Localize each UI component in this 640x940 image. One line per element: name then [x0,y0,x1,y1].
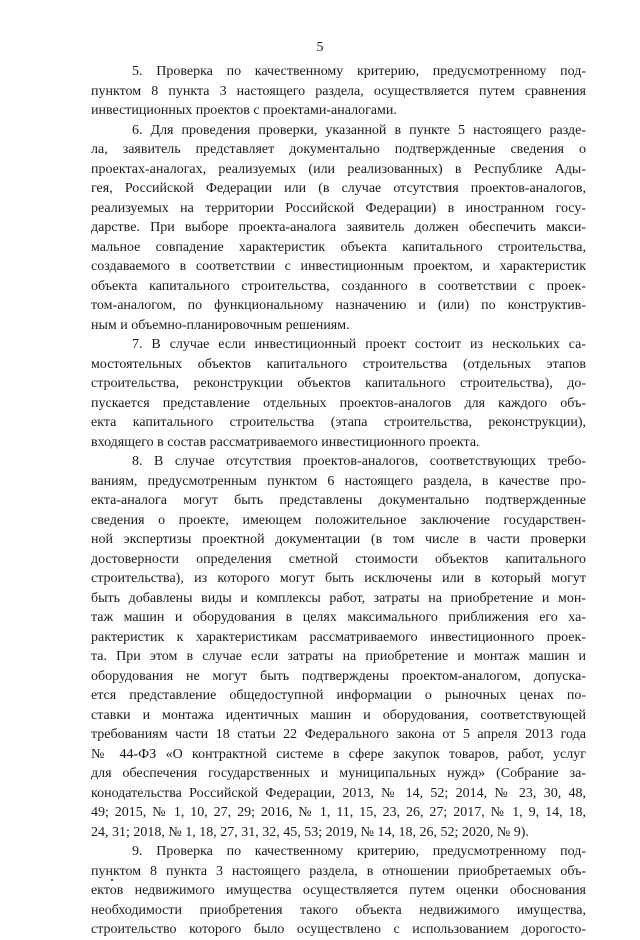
text-line: та. При этом в случае если затраты на приобретение и монтаж машин и [91,649,586,664]
text-line: ектов недвижимого имущества осуществляется путем оценки обоснования [91,883,586,898]
text-line: требованиям части 18 статьи 22 Федерального закона от 5 апреля 2013 года [91,727,586,742]
text-line: № 44-ФЗ «О контрактной системе в сфере закупок товаров, работ, услуг [91,746,586,762]
text-line: пунктом 8 пункта 3 настоящего раздела, в отношении приобретаемых объ- [91,863,586,879]
text-line: 6. Для проведения проверки, указанной в пункте 5 настоящего разде- [132,122,586,138]
text-line: инвестиционных проектов с проектами-аналогами. [91,103,397,118]
text-line: объекта капитального строительства, созданного в соответствии с проек- [91,278,586,294]
text-line: мальное совпадение характеристик объекта капитального строительства, [91,239,586,255]
text-line: создаваемого в соответствии с инвестиционным проектом, и характеристик [91,259,586,274]
text-line: ется представление общедоступной информации о рыночных ценах по- [91,688,586,703]
paragraph [91,62,586,121]
text-line: необходимости приобретения такого объекта недвижимого имущества, [91,902,586,918]
text-line: ной экспертизы проектной документации (в том числе в части проверки [91,532,586,547]
text-line: быть добавлены виды и комплексы работ, затраты на приобретение и мон- [91,590,586,606]
text-line: рактеристик к характеристикам рассматриваемого инвестиционного проек- [91,629,586,645]
text-line: входящего в состав рассматриваемого инвестиционного проекта. [91,434,480,450]
text-line: том-аналогом, по функциональному назначению и (или) по конструктив- [91,298,586,313]
text-line: дарстве. При выборе проекта-аналога заявитель должен обеспечить макси- [91,220,586,235]
text-line: 5. Проверка по качественному критерию, предусмотренному под- [132,64,586,79]
paragraph [91,335,586,452]
text-line: ваниям, предусмотренным пунктом 6 настоящего раздела, в качестве про- [91,473,586,489]
text-line: строительства, реконструкции объектов капитального строительства), до- [91,376,586,391]
text-line: сведения о проекте, имеющем положительное заключение государствен- [91,512,586,528]
paragraph [91,452,586,842]
text-line: проектах-аналогах, реализуемых (или реализованных) в Республике Ады- [91,161,586,177]
text-line: ным и объемно-планировочным решениям. [91,317,350,333]
text-line: 7. В случае если инвестиционный проект состоит из нескольких са- [132,337,586,352]
text-line: мостоятельных объектов капитального строительства (отдельных этапов [91,356,586,372]
text-line: пускается представление отдельных проектов-аналогов для каждого объ- [91,395,586,411]
paragraph [91,121,586,336]
text-line: конодательства Российской Федерации, 2013, № 14, 52; 2014, № 23, 30, 48, [91,785,586,801]
paragraph [91,842,586,940]
text-line: екта-аналога могут быть представлены документально подтвержденные [91,493,586,508]
scan-speck [111,879,113,881]
text-line: оборудования не могут быть подтверждены проектом-аналогом, допуска- [91,668,586,684]
text-line: 24, 31; 2018, № 1, 18, 27, 31, 32, 45, 53; 2019, № 14, 18, 26, 52; 2020, № 9). [91,824,529,840]
text-line: достоверности определения сметной стоимости объектов капитального [91,551,586,567]
text-line: 49; 2015, № 1, 10, 27, 29; 2016, № 1, 11, 15, 23, 26, 27; 2017, № 1, 9, 14, 18, [91,805,586,820]
text-line: 9. Проверка по качественному критерию, предусмотренному под- [132,844,586,859]
text-line: строительства), из которого могут быть исключены или в который могут [91,571,586,586]
text-line: строительство которого было осуществлено с использованием дорогосто- [91,922,586,937]
text-line: реализуемых на территории Российской Федерации) в иностранном госу- [91,200,586,216]
text-line: пунктом 8 пункта 3 настоящего раздела, осуществляется путем сравнения [91,83,586,99]
text-line: ла, заявитель представляет документально подтвержденные сведения о [91,142,586,157]
text-line: для обеспечения государственных и муниципальных нужд» (Собрание за- [91,766,586,781]
document-body [91,62,586,940]
text-line: ставки и монтажа идентичных машин и оборудования, соответствующей [91,707,586,723]
text-line: гея, Российской Федерации или (в случае отсутствия проектов-аналогов, [91,181,586,196]
text-line: таж машин и оборудования в целях максимального приближения его ха- [91,610,586,625]
text-line: екта капитального строительства (этапа строительства, реконструкции), [91,415,586,430]
page-number: 5 [316,40,324,55]
text-line: 8. В случае отсутствия проектов-аналогов, соответствующих требо- [132,454,586,469]
